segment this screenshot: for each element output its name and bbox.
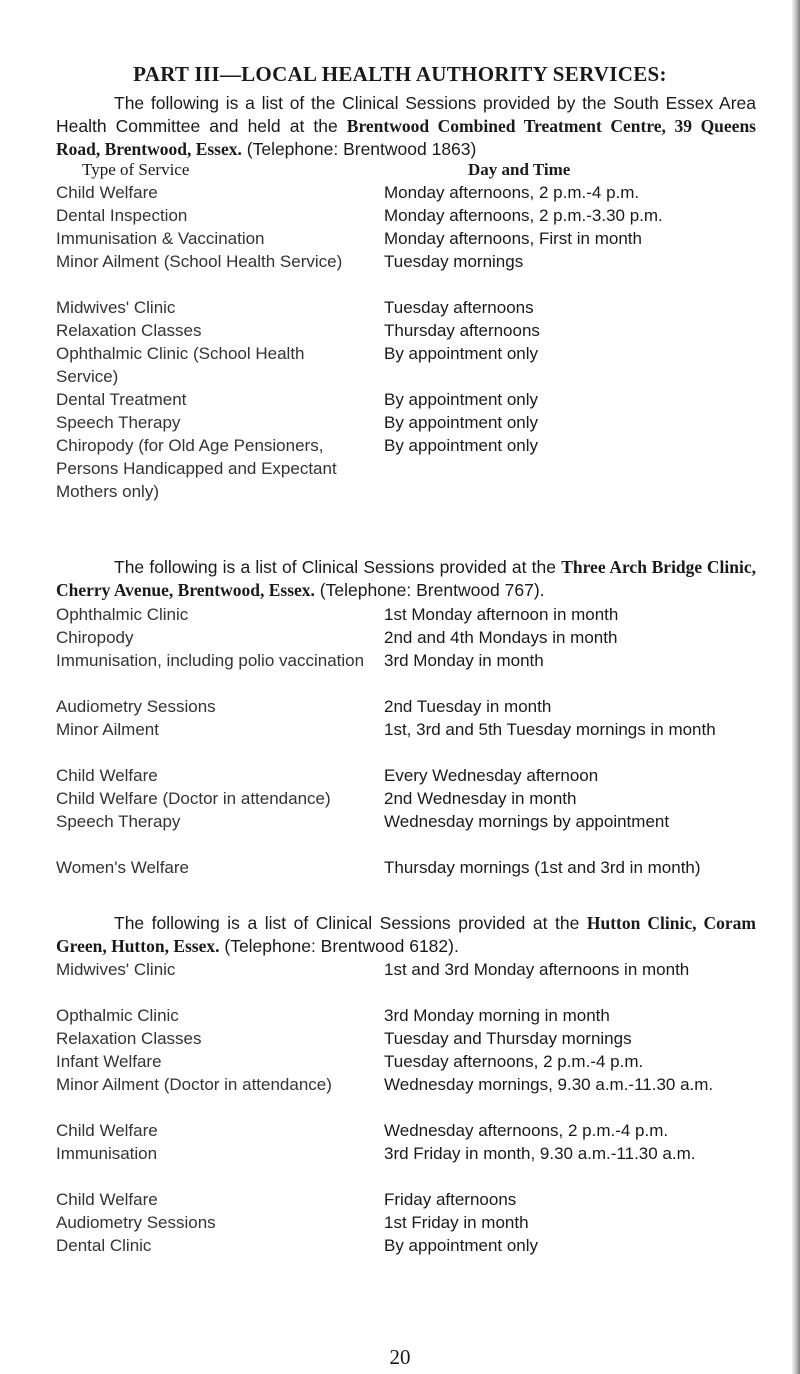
service-name: Audiometry Sessions (56, 1213, 216, 1232)
session-time: By appointment only (384, 390, 539, 409)
session-time: By appointment only (384, 344, 539, 363)
service-name: Midwives' Clinic (56, 298, 176, 317)
session-time: 3rd Monday morning in month (384, 1006, 610, 1025)
session-time: 2nd Tuesday in month (384, 697, 552, 716)
service-name: Opthalmic Clinic (56, 1006, 179, 1025)
service-name: Dental Treatment (56, 390, 187, 409)
session-time: Monday afternoons, First in month (384, 229, 642, 248)
session-time: 1st, 3rd and 5th Tuesday mornings in month (384, 720, 716, 739)
service-name: Child Welfare (56, 1121, 158, 1140)
service-name: Child Welfare (56, 1190, 158, 1209)
session-time: 2nd and 4th Mondays in month (384, 628, 618, 647)
session-time: By appointment only (384, 413, 539, 432)
service-name: Ophthalmic Clinic (School Health Service) (56, 344, 305, 386)
service-name: Women's Welfare (56, 858, 189, 877)
service-name: Minor Ailment (Doctor in attendance) (56, 1075, 332, 1094)
service-name: Audiometry Sessions (56, 697, 216, 716)
session-time: Wednesday afternoons, 2 p.m.-4 p.m. (384, 1121, 669, 1140)
page-heading: PART III—LOCAL HEALTH AUTHORITY SERVICES: (133, 62, 667, 86)
session-time: Thursday mornings (1st and 3rd in month) (384, 858, 701, 877)
column-header-service: Type of Service (82, 160, 190, 179)
service-name: Chiropody (56, 628, 134, 647)
service-name: Infant Welfare (56, 1052, 162, 1071)
session-time: 2nd Wednesday in month (384, 789, 577, 808)
scan-edge-shadow (792, 0, 800, 1374)
service-name: Relaxation Classes (56, 1029, 202, 1048)
session-time: 1st Monday afternoon in month (384, 605, 619, 624)
service-name: Speech Therapy (56, 812, 181, 831)
session-time: Wednesday mornings, 9.30 a.m.-11.30 a.m. (384, 1075, 714, 1094)
session-time: By appointment only (384, 436, 539, 455)
page-number: 20 (389, 1345, 411, 1369)
session-time: Tuesday afternoons, 2 p.m.-4 p.m. (384, 1052, 644, 1071)
service-name: Immunisation, including polio vaccination (56, 651, 365, 670)
section1-intro: The following is a list of the Clinical Sessions provided by the South Essex Area Health Committee and held at the Brentwood Combined Treatment Centre, 39 Queens Road, Brentwood, Essex. (Telephone: Brentwood 1863) (56, 93, 756, 159)
service-name: Minor Ailment (56, 720, 159, 739)
session-time: Friday afternoons (384, 1190, 517, 1209)
session-time: By appointment only (384, 1236, 539, 1255)
session-time: Wednesday mornings by appointment (384, 812, 670, 831)
service-name: Midwives' Clinic (56, 960, 176, 979)
service-name: Chiropody (for Old Age Pensioners, Persons Handicapped and Expectant Mothers only) (56, 436, 337, 501)
service-name: Child Welfare (Doctor in attendance) (56, 789, 331, 808)
service-name: Dental Inspection (56, 206, 188, 225)
session-time: 1st and 3rd Monday afternoons in month (384, 960, 690, 979)
session-time: 3rd Monday in month (384, 651, 544, 670)
section2-intro: The following is a list of Clinical Sessions provided at the Three Arch Bridge Clinic, Cherry Avenue, Brentwood, Essex. (Telephone: Brentwood 767). (56, 557, 756, 600)
service-name: Ophthalmic Clinic (56, 605, 189, 624)
session-time: Every Wednesday afternoon (384, 766, 599, 785)
session-time: Tuesday mornings (384, 252, 524, 271)
session-time: Tuesday afternoons (384, 298, 534, 317)
column-header-time: Day and Time (468, 160, 571, 179)
service-name: Speech Therapy (56, 413, 181, 432)
session-time: Monday afternoons, 2 p.m.-3.30 p.m. (384, 206, 663, 225)
section3-intro: The following is a list of Clinical Sessions provided at the Hutton Clinic, Coram Green, Hutton, Essex. (Telephone: Brentwood 6182). (56, 913, 756, 956)
service-name: Immunisation (56, 1144, 158, 1163)
session-time: Tuesday and Thursday mornings (384, 1029, 632, 1048)
service-name: Child Welfare (56, 766, 158, 785)
service-name: Child Welfare (56, 183, 158, 202)
service-name: Immunisation & Vaccination (56, 229, 265, 248)
service-name: Relaxation Classes (56, 321, 202, 340)
service-name: Minor Ailment (School Health Service) (56, 252, 343, 271)
service-name: Dental Clinic (56, 1236, 152, 1255)
session-time: Thursday afternoons (384, 321, 540, 340)
session-time: 1st Friday in month (384, 1213, 529, 1232)
session-time: Monday afternoons, 2 p.m.-4 p.m. (384, 183, 640, 202)
session-time: 3rd Friday in month, 9.30 a.m.-11.30 a.m. (384, 1144, 696, 1163)
